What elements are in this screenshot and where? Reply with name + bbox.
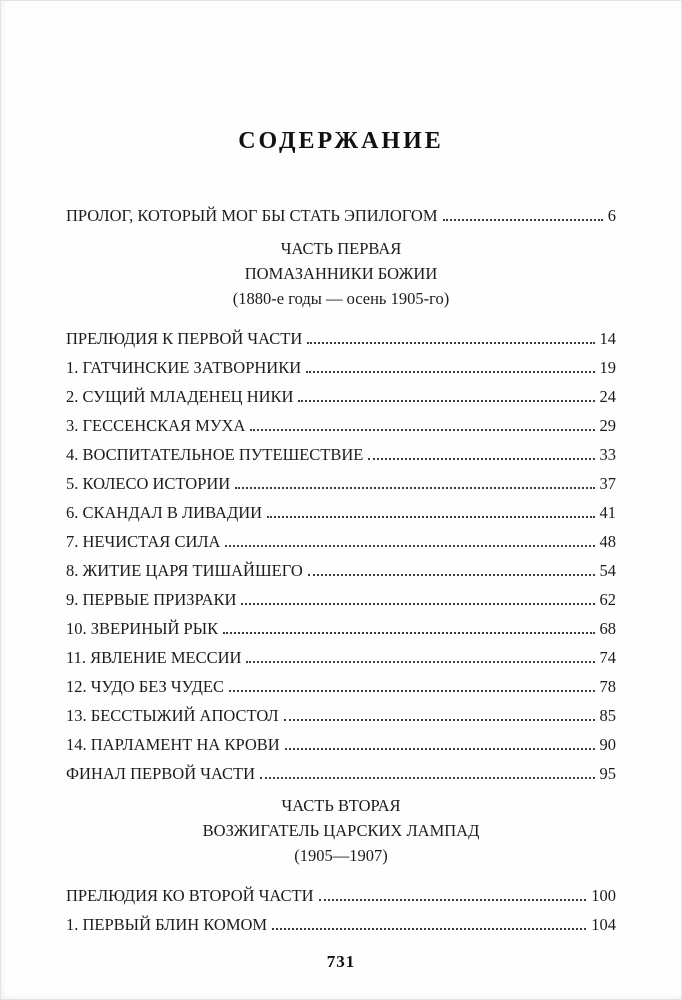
toc-entry-label: 14. ПАРЛАМЕНТ НА КРОВИ [66, 735, 280, 754]
toc-entry [66, 755, 616, 784]
toc-entry-page: 104 [591, 915, 616, 934]
toc-entry-page: 48 [599, 532, 616, 551]
toc-entry-page: 29 [599, 416, 616, 435]
toc-entry [66, 581, 616, 610]
part-subtitle: ПОМАЗАННИКИ БОЖИИ [244, 264, 438, 283]
dotted-leader [308, 574, 595, 576]
toc-entry-label: 10. ЗВЕРИНЫЙ РЫК [66, 619, 219, 638]
toc-entry [66, 349, 616, 378]
toc-entry-prologue [66, 197, 616, 226]
dotted-leader [443, 219, 603, 221]
toc-entry-label: 13. БЕССТЫЖИЙ АПОСТОЛ [66, 706, 279, 725]
dotted-leader [241, 603, 594, 605]
dotted-leader [225, 545, 594, 547]
toc-entry-page: 90 [599, 735, 616, 754]
dotted-leader [298, 400, 594, 402]
dotted-leader [284, 719, 595, 721]
toc-entry [66, 465, 616, 494]
toc-entry-label: 2. СУЩИЙ МЛАДЕНЕЦ НИКИ [66, 387, 294, 406]
toc-entry-page: 6 [607, 206, 616, 225]
toc-entry-label: 1. ГАТЧИНСКИЕ ЗАТВОРНИКИ [66, 358, 302, 377]
toc-entry [66, 726, 616, 755]
toc-entry-label: 3. ГЕССЕНСКАЯ МУХА [66, 416, 246, 435]
page-number: 731 [326, 952, 356, 971]
toc-entry-label: 11. ЯВЛЕНИЕ МЕССИИ [66, 648, 242, 667]
toc-entry-page: 33 [599, 445, 616, 464]
toc-entry [66, 523, 616, 552]
toc-entry-label: ПРЕЛЮДИЯ К ПЕРВОЙ ЧАСТИ [66, 329, 303, 348]
dotted-leader [272, 928, 586, 930]
toc-entry-label: 8. ЖИТИЕ ЦАРЯ ТИШАЙШЕГО [66, 561, 303, 580]
dotted-leader [246, 661, 594, 663]
toc-entry-page: 19 [599, 358, 616, 377]
part-subtitle: ВОЗЖИГАТЕЛЬ ЦАРСКИХ ЛАМПАД [202, 821, 480, 840]
toc-entry [66, 639, 616, 668]
toc-entry [66, 877, 616, 906]
dotted-leader [368, 458, 594, 460]
toc-sections [66, 236, 616, 935]
toc-entry [66, 906, 616, 935]
toc-entry-page: 37 [599, 474, 616, 493]
toc-entry-label: 12. ЧУДО БЕЗ ЧУДЕС [66, 677, 225, 696]
part-dates: (1905—1907) [294, 846, 388, 865]
part-heading [66, 793, 616, 868]
toc-entry [66, 610, 616, 639]
part-title: ЧАСТЬ ВТОРАЯ [281, 796, 401, 815]
part-heading [66, 236, 616, 311]
toc-entry [66, 407, 616, 436]
dotted-leader [235, 487, 594, 489]
toc-entry [66, 436, 616, 465]
dotted-leader [260, 777, 594, 779]
toc-entry [66, 378, 616, 407]
part-title: ЧАСТЬ ПЕРВАЯ [280, 239, 402, 258]
toc-entry-label: 4. ВОСПИТАТЕЛЬНОЕ ПУТЕШЕСТВИЕ [66, 445, 364, 464]
toc-entry-label: 1. ПЕРВЫЙ БЛИН КОМОМ [66, 915, 268, 934]
toc-entry-label: 5. КОЛЕСО ИСТОРИИ [66, 474, 231, 493]
toc-entry-page: 62 [599, 590, 616, 609]
dotted-leader [223, 632, 594, 634]
page-title: СОДЕРЖАНИЕ [238, 128, 444, 154]
toc-entry-page: 24 [599, 387, 616, 406]
part-dates: (1880-е годы — осень 1905-го) [232, 289, 450, 308]
toc-entry-label: ПРЕЛЮДИЯ КО ВТОРОЙ ЧАСТИ [66, 886, 314, 905]
toc-entry-label: ПРОЛОГ, КОТОРЫЙ МОГ БЫ СТАТЬ ЭПИЛОГОМ [66, 206, 438, 225]
toc-entry [66, 552, 616, 581]
dotted-leader [267, 516, 594, 518]
toc-entry [66, 320, 616, 349]
toc-entry-page: 14 [599, 329, 616, 348]
toc-entry-page: 78 [599, 677, 616, 696]
toc-entry [66, 697, 616, 726]
dotted-leader [285, 748, 595, 750]
toc-entry-label: 9. ПЕРВЫЕ ПРИЗРАКИ [66, 590, 237, 609]
toc-entry-label: 6. СКАНДАЛ В ЛИВАДИИ [66, 503, 263, 522]
dotted-leader [307, 342, 594, 344]
toc-entry-page: 41 [599, 503, 616, 522]
toc-entry-label: ФИНАЛ ПЕРВОЙ ЧАСТИ [66, 764, 256, 783]
toc-entry [66, 494, 616, 523]
toc-entry-page: 68 [599, 619, 616, 638]
dotted-leader [306, 371, 594, 373]
table-of-contents [66, 197, 616, 935]
toc-entry-page: 95 [599, 764, 616, 783]
dotted-leader [319, 899, 587, 901]
toc-entry-label: 7. НЕЧИСТАЯ СИЛА [66, 532, 221, 551]
toc-entry-page: 54 [599, 561, 616, 580]
toc-entry-page: 85 [599, 706, 616, 725]
dotted-leader [229, 690, 594, 692]
dotted-leader [250, 429, 594, 431]
toc-entry-page: 74 [599, 648, 616, 667]
toc-entry-page: 100 [591, 886, 616, 905]
toc-entry [66, 668, 616, 697]
